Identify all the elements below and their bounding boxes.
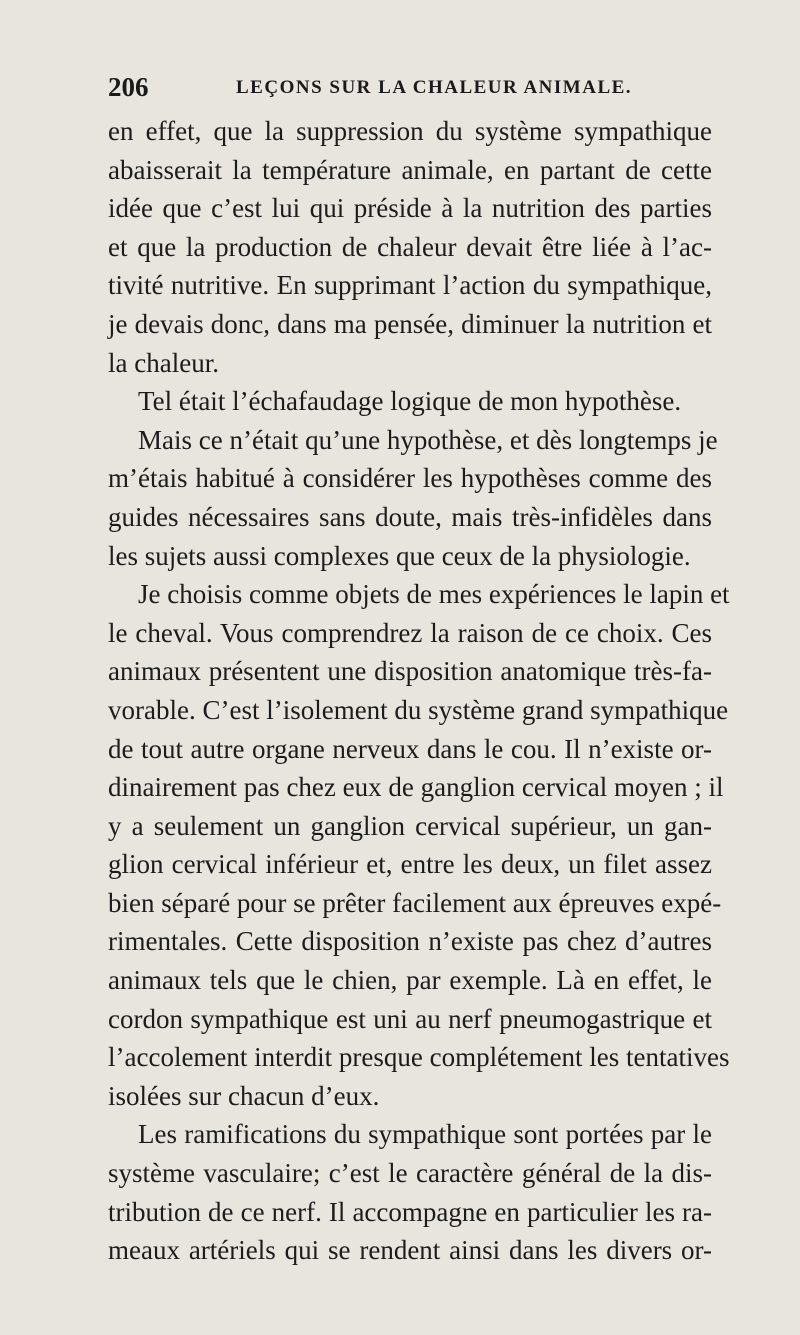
text-line: isolées sur chacun d’eux.: [108, 1080, 380, 1111]
text-line: de tout autre organe nerveux dans le cou. Il n’existe or-: [108, 733, 712, 764]
text-line: Les ramifications du sympathique sont portées par le: [138, 1119, 712, 1150]
text-line: les sujets aussi complexes que ceux de la physiologie.: [108, 540, 691, 571]
page-header: [108, 72, 698, 108]
body-text: [108, 112, 730, 1270]
text-line: animaux présentent une disposition anatomique très-fa-: [108, 656, 712, 687]
text-line: vorable. C’est l’isolement du système grand sympathique: [108, 694, 729, 725]
text-line: y a seulement un ganglion cervical supérieur, un gan-: [108, 810, 712, 841]
text-line: tribution de ce nerf. Il accompagne en particulier les ra-: [108, 1196, 712, 1227]
text-line: abaisserait la température animale, en partant de cette: [108, 154, 712, 185]
text-line: je devais donc, dans ma pensée, diminuer la nutrition et: [108, 308, 712, 339]
text-line: Je choisis comme objets de mes expériences le lapin et: [138, 579, 730, 610]
text-line: Mais ce n’était qu’une hypothèse, et dès longtemps je: [138, 424, 718, 455]
text-line: meaux artériels qui se rendent ainsi dans les divers or-: [108, 1235, 712, 1266]
text-line: et que la production de chaleur devait être liée à l’ac-: [108, 231, 712, 262]
running-head: LEÇONS SUR LA CHALEUR ANIMALE.: [236, 77, 633, 98]
text-line: dinairement pas chez eux de ganglion cervical moyen ; il: [108, 772, 724, 803]
text-line: tivité nutritive. En supprimant l’action du sympathique,: [108, 270, 712, 301]
text-line: Tel était l’échafaudage logique de mon hypothèse.: [138, 386, 682, 417]
page-number: 206: [108, 72, 149, 102]
text-line: système vasculaire; c’est le caractère général de la dis-: [108, 1158, 712, 1189]
text-line: bien séparé pour se prêter facilement aux épreuves expé-: [108, 887, 722, 918]
text-line: la chaleur.: [108, 347, 219, 378]
text-line: rimentales. Cette disposition n’existe pas chez d’autres: [108, 926, 712, 957]
text-line: animaux tels que le chien, par exemple. Là en effet, le: [108, 965, 712, 996]
text-line: en effet, que la suppression du système sympathique: [108, 116, 712, 146]
text-line: l’accolement interdit presque complétement les tentatives: [108, 1042, 730, 1073]
text-line: glion cervical inférieur et, entre les deux, un filet assez: [108, 849, 712, 880]
text-line: guides nécessaires sans doute, mais très-infidèles dans: [108, 501, 712, 532]
text-line: le cheval. Vous comprendrez la raison de ce choix. Ces: [108, 617, 712, 648]
text-line: cordon sympathique est uni au nerf pneumogastrique et: [108, 1003, 712, 1034]
text-line: idée que c’est lui qui préside à la nutrition des parties: [108, 193, 712, 224]
text-line: m’étais habitué à considérer les hypothèses comme des: [108, 463, 712, 494]
